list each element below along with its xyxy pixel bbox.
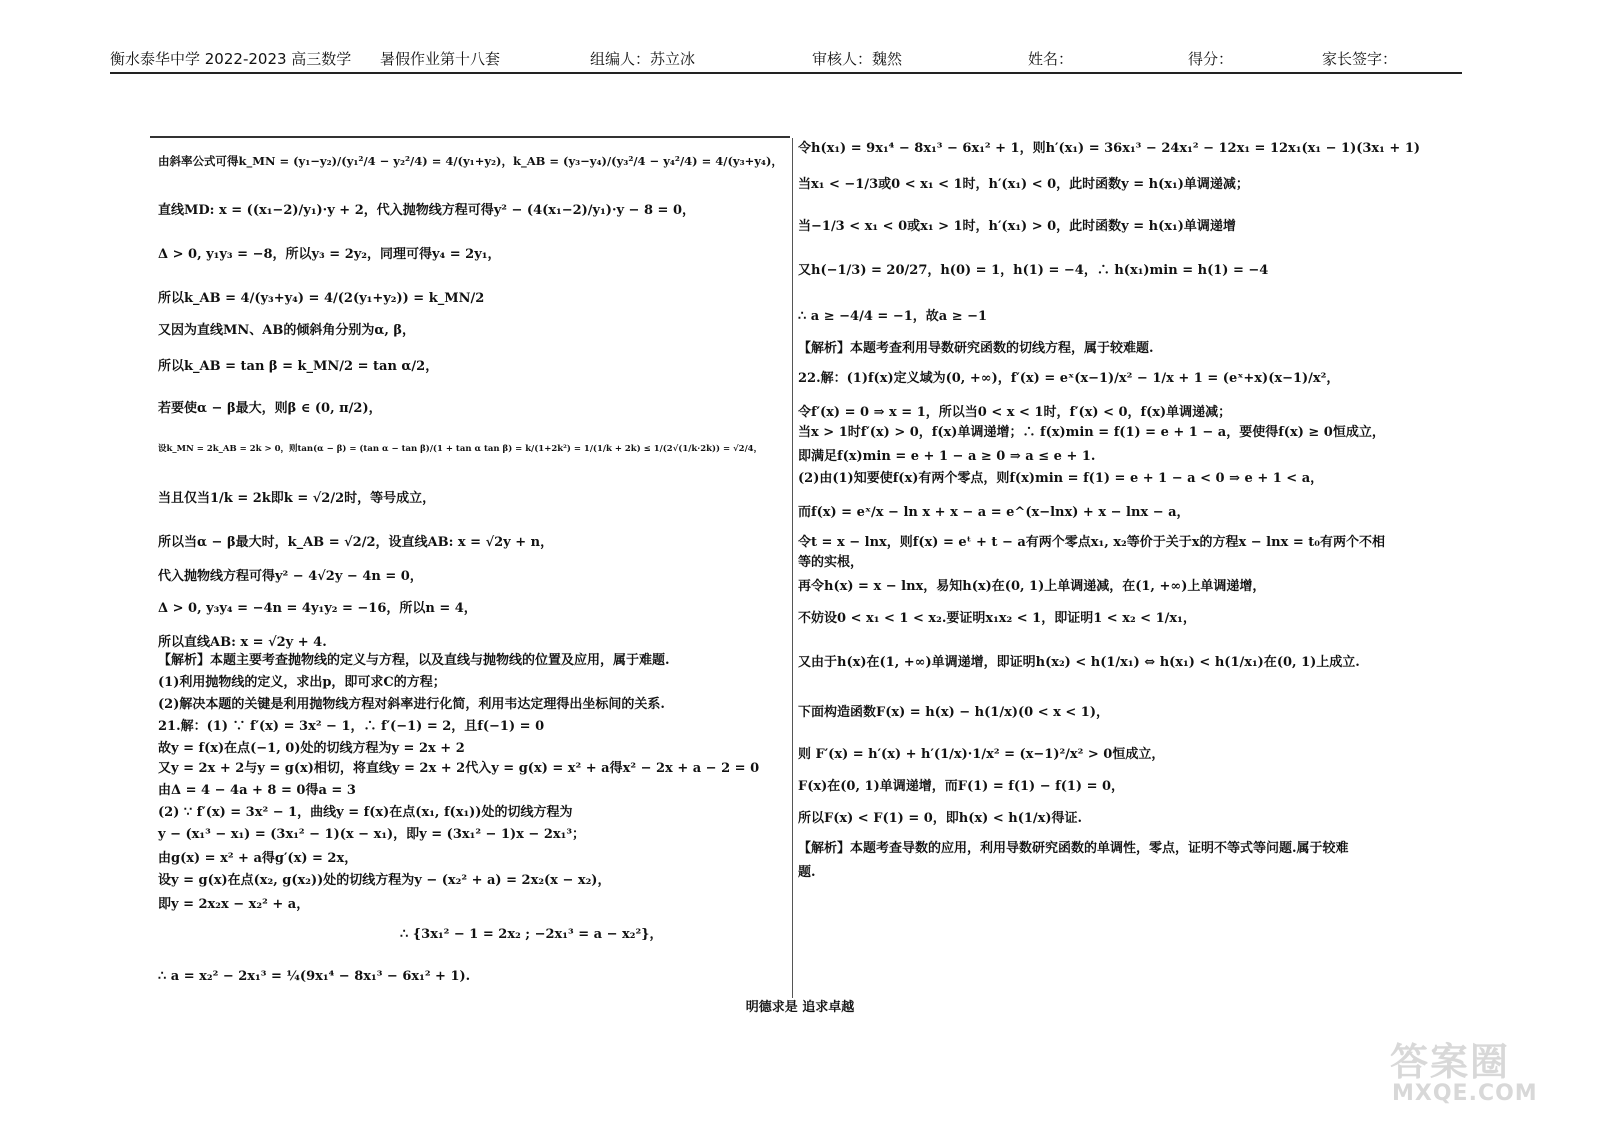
- right-line: 又由于h(x)在(1, +∞)单调递增，即证明h(x₂) < h(1/x₁) ⇔ h(x₁) < h(1/x₁)在(0, 1)上成立.: [798, 655, 1360, 670]
- right-line: F(x)在(0, 1)单调递增，而F(1) = f(1) − f(1) = 0，: [798, 779, 1125, 794]
- right-line: 22.解：(1)f(x)定义域为(0, +∞)，f′(x) = eˣ(x−1)/x² − 1/x + 1 = (eˣ+x)(x−1)/x²，: [798, 371, 1340, 386]
- right-line: 【解析】本题考查利用导数研究函数的切线方程，属于较难题.: [798, 341, 1154, 356]
- right-line: ∴ a ≥ −4/4 = −1，故a ≥ −1: [798, 309, 988, 324]
- left-line: 即y = 2x₂x − x₂² + a，: [158, 897, 310, 912]
- left-line: (2)解决本题的关键是利用抛物线方程对斜率进行化简，利用韦达定理得出坐标间的关系.: [158, 697, 665, 712]
- header-editor: 组编人：苏立冰: [590, 50, 696, 68]
- left-line: 代入抛物线方程可得y² − 4√2y − 4n = 0，: [158, 569, 423, 584]
- right-line: 下面构造函数F(x) = h(x) − h(1/x)(0 < x < 1)，: [798, 705, 1110, 720]
- watermark-logo: [1390, 1031, 1570, 1111]
- right-line: 令h(x₁) = 9x₁⁴ − 8x₁³ − 6x₁² + 1，则h′(x₁) = 36x₁³ − 24x₁² − 12x₁ = 12x₁(x₁ − 1)(3x₁ + 1): [798, 141, 1421, 156]
- header-parent-sign: 家长签字：: [1322, 50, 1398, 68]
- column-divider: [792, 138, 793, 998]
- right-line: 所以F(x) < F(1) = 0，即h(x) < h(1/x)得证.: [798, 811, 1083, 826]
- left-line: 所以k_AB = 4/(y₃+y₄) = 4/(2(y₁+y₂)) = k_MN/2: [158, 291, 485, 306]
- left-line: 所以当α − β最大时，k_AB = √2/2，设直线AB: x = √2y + n，: [158, 535, 554, 550]
- left-line: 直线MD: x = ((x₁−2)/y₁)·y + 2，代入抛物线方程可得y² − (4(x₁−2)/y₁)·y − 8 = 0，: [158, 203, 696, 218]
- left-line: 当且仅当1/k = 2k即k = √2/2时，等号成立，: [158, 491, 436, 506]
- right-line: 而f(x) = eˣ/x − ln x + x − a = e^(x−lnx) + x − lnx − a，: [798, 505, 1190, 520]
- left-line: 由Δ = 4 − 4a + 8 = 0得a = 3: [158, 783, 356, 798]
- right-line: 题.: [798, 865, 816, 880]
- right-line: 当x > 1时f′(x) > 0，f(x)单调递增；∴ f(x)min = f(1) = e + 1 − a，要使得f(x) ≥ 0恒成立，: [798, 425, 1385, 440]
- left-line: 由g(x) = x² + a得g′(x) = 2x，: [158, 851, 358, 866]
- left-line: Δ > 0, y₁y₃ = −8，所以y₃ = 2y₂，同理可得y₄ = 2y₁，: [158, 247, 501, 262]
- header-score: 得分：: [1188, 50, 1234, 68]
- page-header: [110, 40, 1462, 74]
- watermark-text: 答案圈: [1390, 1040, 1511, 1084]
- right-line: 又h(−1/3) = 20/27，h(0) = 1，h(1) = −4，∴ h(x₁)min = h(1) = −4: [798, 263, 1269, 278]
- left-line: 所以k_AB = tan β = k_MN/2 = tan α/2，: [158, 359, 439, 374]
- right-line: 等的实根，: [798, 555, 864, 570]
- watermark-domain: MXQE.COM: [1392, 1081, 1538, 1106]
- left-line: 设y = g(x)在点(x₂, g(x₂))处的切线方程为y − (x₂² + a) = 2x₂(x − x₂)，: [158, 873, 611, 888]
- right-line: 即满足f(x)min = e + 1 − a ≥ 0 ⇒ a ≤ e + 1.: [798, 449, 1096, 464]
- right-line: 【解析】本题考查导数的应用，利用导数研究函数的单调性，零点，证明不等式等问题.属于较难: [798, 841, 1349, 856]
- footer-motto: 明德求是 追求卓越: [745, 1000, 855, 1015]
- left-line: 故y = f(x)在点(−1, 0)处的切线方程为y = 2x + 2: [158, 741, 465, 756]
- right-line: 则 F′(x) = h′(x) + h′(1/x)·1/x² = (x−1)²/x² > 0恒成立，: [798, 747, 1165, 762]
- left-line: 由斜率公式可得k_MN = (y₁−y₂)/(y₁²/4 − y₂²/4) = 4/(y₁+y₂)，k_AB = (y₃−y₄)/(y₃²/4 − y₄²/4) = 4/(y₃+y₄)，: [158, 154, 783, 168]
- header-school: 衡水泰华中学 2022-2023 高三数学: [110, 50, 352, 68]
- left-column-top-rule: [150, 136, 790, 138]
- left-line: 21.解：(1) ∵ f′(x) = 3x² − 1，∴ f′(−1) = 2，且f(−1) = 0: [158, 719, 545, 734]
- right-line: 当−1/3 < x₁ < 0或x₁ > 1时，h′(x₁) > 0，此时函数y = h(x₁)单调递增: [798, 219, 1236, 234]
- left-line: y − (x₁³ − x₁) = (3x₁² − 1)(x − x₁)，即y = (3x₁² − 1)x − 2x₁³；: [158, 827, 586, 842]
- left-line: (1)利用抛物线的定义，求出p，即可求C的方程；: [158, 675, 446, 690]
- left-line: 所以直线AB: x = √2y + 4.: [158, 635, 327, 650]
- left-line: 又y = 2x + 2与y = g(x)相切，将直线y = 2x + 2代入y = g(x) = x² + a得x² − 2x + a − 2 = 0: [158, 761, 760, 776]
- left-line: 又因为直线MN、AB的倾斜角分别为α, β，: [158, 323, 416, 338]
- left-line: ∴ a = x₂² − 2x₁³ = ¼(9x₁⁴ − 8x₁³ − 6x₁² + 1).: [158, 969, 471, 984]
- left-line: 设k_MN = 2k_AB = 2k > 0，则tan(α − β) = (tan α − tan β)/(1 + tan α tan β) = k/(1+2k²) = 1/(1/k + 2k) ≤ 1/(2√(1/k·2k)) = √2/4，: [158, 444, 763, 454]
- right-line: 当x₁ < −1/3或0 < x₁ < 1时，h′(x₁) < 0，此时函数y = h(x₁)单调递减；: [798, 177, 1249, 192]
- header-assignment: 暑假作业第十八套: [380, 50, 501, 68]
- header-name: 姓名：: [1028, 50, 1074, 68]
- right-line: 令t = x − lnx，则f(x) = eᵗ + t − a有两个零点x₁, x₂等价于关于x的方程x − lnx = t₀有两个不相: [798, 535, 1385, 550]
- left-line: (2) ∵ f′(x) = 3x² − 1，曲线y = f(x)在点(x₁, f(x₁))处的切线方程为: [158, 805, 573, 820]
- left-line: ∴ {3x₁² − 1 = 2x₂ ; −2x₁³ = a − x₂²}，: [400, 927, 663, 942]
- left-line: Δ > 0, y₃y₄ = −4n = 4y₁y₂ = −16，所以n = 4，: [158, 601, 477, 616]
- header-reviewer: 审核人：魏然: [812, 50, 903, 68]
- right-line: 令f′(x) = 0 ⇒ x = 1，所以当0 < x < 1时，f′(x) < 0，f(x)单调递减；: [798, 405, 1232, 420]
- right-line: 不妨设0 < x₁ < 1 < x₂.要证明x₁x₂ < 1，即证明1 < x₂ < 1/x₁，: [798, 611, 1196, 626]
- right-line: (2)由(1)知要使f(x)有两个零点，则f(x)min = f(1) = e + 1 − a < 0 ⇒ e + 1 < a，: [798, 471, 1324, 486]
- right-line: 再令h(x) = x − lnx，易知h(x)在(0, 1)上单调递减，在(1, +∞)上单调递增，: [798, 579, 1266, 594]
- left-line: 【解析】本题主要考查抛物线的定义与方程，以及直线与抛物线的位置及应用，属于难题.: [158, 653, 670, 668]
- left-line: 若要使α − β最大，则β ∈ (0, π/2)，: [158, 401, 382, 416]
